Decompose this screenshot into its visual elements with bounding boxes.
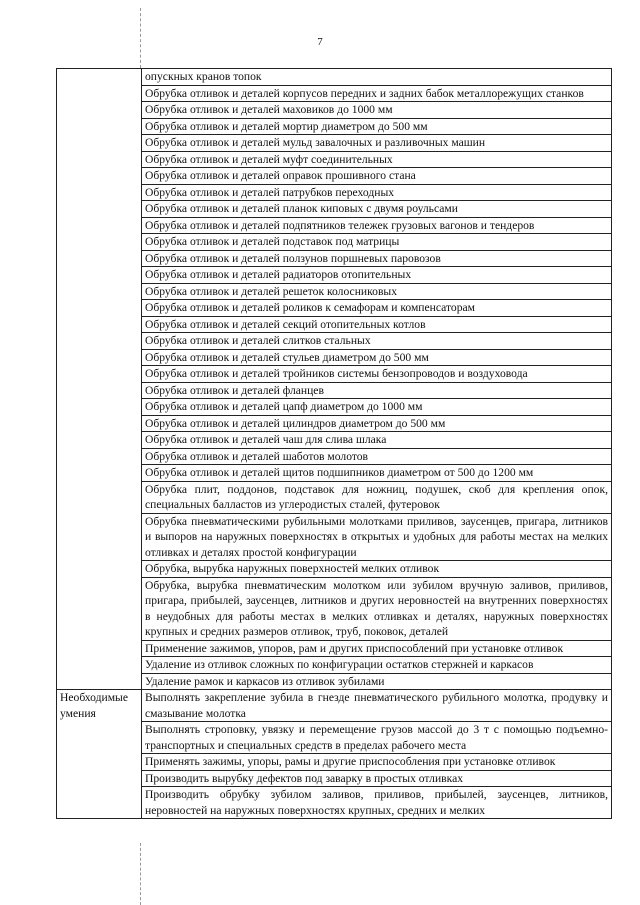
requirement-text-cell: Применение зажимов, упоров, рам и других приспособлений при установке отливок xyxy=(142,640,612,657)
requirement-text-cell: Обрубка отливок и деталей цилиндров диаметром до 500 мм xyxy=(142,415,612,432)
requirement-text-cell: Обрубка отливок и деталей подпятников тележек грузовых вагонов и тендеров xyxy=(142,217,612,234)
requirement-text-cell: Обрубка отливок и деталей стульев диаметром до 500 мм xyxy=(142,349,612,366)
requirement-text-cell: Обрубка отливок и деталей цапф диаметром до 1000 мм xyxy=(142,399,612,416)
requirement-text-cell: Обрубка отливок и деталей роликов к семафорам и компенсаторам xyxy=(142,300,612,317)
requirement-text-cell: Обрубка отливок и деталей ползунов поршневых паровозов xyxy=(142,250,612,267)
requirement-text-cell: Обрубка отливок и деталей патрубков переходных xyxy=(142,184,612,201)
table-row xyxy=(57,69,612,86)
requirement-text-cell: Удаление из отливок сложных по конфигурации остатков стержней и каркасов xyxy=(142,657,612,674)
requirement-text-cell: Обрубка отливок и деталей шаботов молотов xyxy=(142,448,612,465)
requirement-text-cell: Обрубка отливок и деталей подставок под матрицы xyxy=(142,234,612,251)
requirement-text-cell: Обрубка отливок и деталей муфт соединительных xyxy=(142,151,612,168)
table-body xyxy=(57,69,612,819)
requirement-text-cell: Обрубка отливок и деталей мульд завалочных и разливочных машин xyxy=(142,135,612,152)
page-number: 7 xyxy=(317,36,323,48)
requirement-text-cell: Производить вырубку дефектов под заварку в простых отливках xyxy=(142,770,612,787)
table-row xyxy=(57,690,612,722)
requirement-text-cell: Обрубка пневматическими рубильными молотками приливов, заусенцев, пригара, литников и выпоров на наружных поверхностях в открытых и удобных для работы местах на мелких отливках и деталях простой конфигурации xyxy=(142,513,612,561)
requirement-text-cell: Обрубка отливок и деталей фланцев xyxy=(142,382,612,399)
requirement-text-cell: Обрубка отливок и деталей слитков стальных xyxy=(142,333,612,350)
requirement-text-cell: Обрубка отливок и деталей оправок прошивного стана xyxy=(142,168,612,185)
requirement-text-cell: Обрубка отливок и деталей чаш для слива шлака xyxy=(142,432,612,449)
margin-guide-line xyxy=(140,843,141,905)
requirement-text-cell: Обрубка отливок и деталей тройников системы бензопроводов и воздуховода xyxy=(142,366,612,383)
requirement-text-cell: Обрубка, вырубка наружных поверхностей мелких отливок xyxy=(142,561,612,578)
requirement-text-cell: Обрубка отливок и деталей планок киповых с двумя роульсами xyxy=(142,201,612,218)
section-label-cell: Необходимые умения xyxy=(57,690,142,819)
requirement-text-cell: опускных кранов топок xyxy=(142,69,612,86)
requirement-text-cell: Выполнять строповку, увязку и перемещение грузов массой до 3 т с помощью подъемно-транспортных и специальных средств в пределах рабочего места xyxy=(142,722,612,754)
requirement-text-cell: Обрубка, вырубка пневматическим молотком или зубилом вручную заливов, приливов, пригара, прибылей, заусенцев, литников и других неровностей на внутренних поверхностях в неудобных для работы местах в мелких отливках и деталях, наружных поверхностях крупных и средних размеров отливок, труб, поковок, деталей xyxy=(142,577,612,640)
requirement-text-cell: Применять зажимы, упоры, рамы и другие приспособления при установке отливок xyxy=(142,754,612,771)
requirement-text-cell: Обрубка отливок и деталей маховиков до 1000 мм xyxy=(142,102,612,119)
section-label-cell xyxy=(57,69,142,690)
requirement-text-cell: Обрубка плит, поддонов, подставок для ножниц, подушек, скоб для крепления опок, специальных балластов из углеродистых сталей, футеровок xyxy=(142,481,612,513)
requirement-text-cell: Обрубка отливок и деталей корпусов передних и задних бабок металлорежущих станков xyxy=(142,85,612,102)
requirements-table xyxy=(56,68,612,819)
requirement-text-cell: Удаление рамок и каркасов из отливок зубилами xyxy=(142,673,612,690)
requirement-text-cell: Обрубка отливок и деталей щитов подшипников диаметром от 500 до 1200 мм xyxy=(142,465,612,482)
requirement-text-cell: Обрубка отливок и деталей решеток колосниковых xyxy=(142,283,612,300)
requirement-text-cell: Обрубка отливок и деталей радиаторов отопительных xyxy=(142,267,612,284)
requirement-text-cell: Обрубка отливок и деталей мортир диаметром до 500 мм xyxy=(142,118,612,135)
requirement-text-cell: Выполнять закрепление зубила в гнезде пневматического рубильного молотка, продувку и смазывание молотка xyxy=(142,690,612,722)
requirement-text-cell: Производить обрубку зубилом заливов, приливов, прибылей, заусенцев, литников, неровностей на наружных поверхностях крупных, средних и мелких xyxy=(142,787,612,819)
requirement-text-cell: Обрубка отливок и деталей секций отопительных котлов xyxy=(142,316,612,333)
